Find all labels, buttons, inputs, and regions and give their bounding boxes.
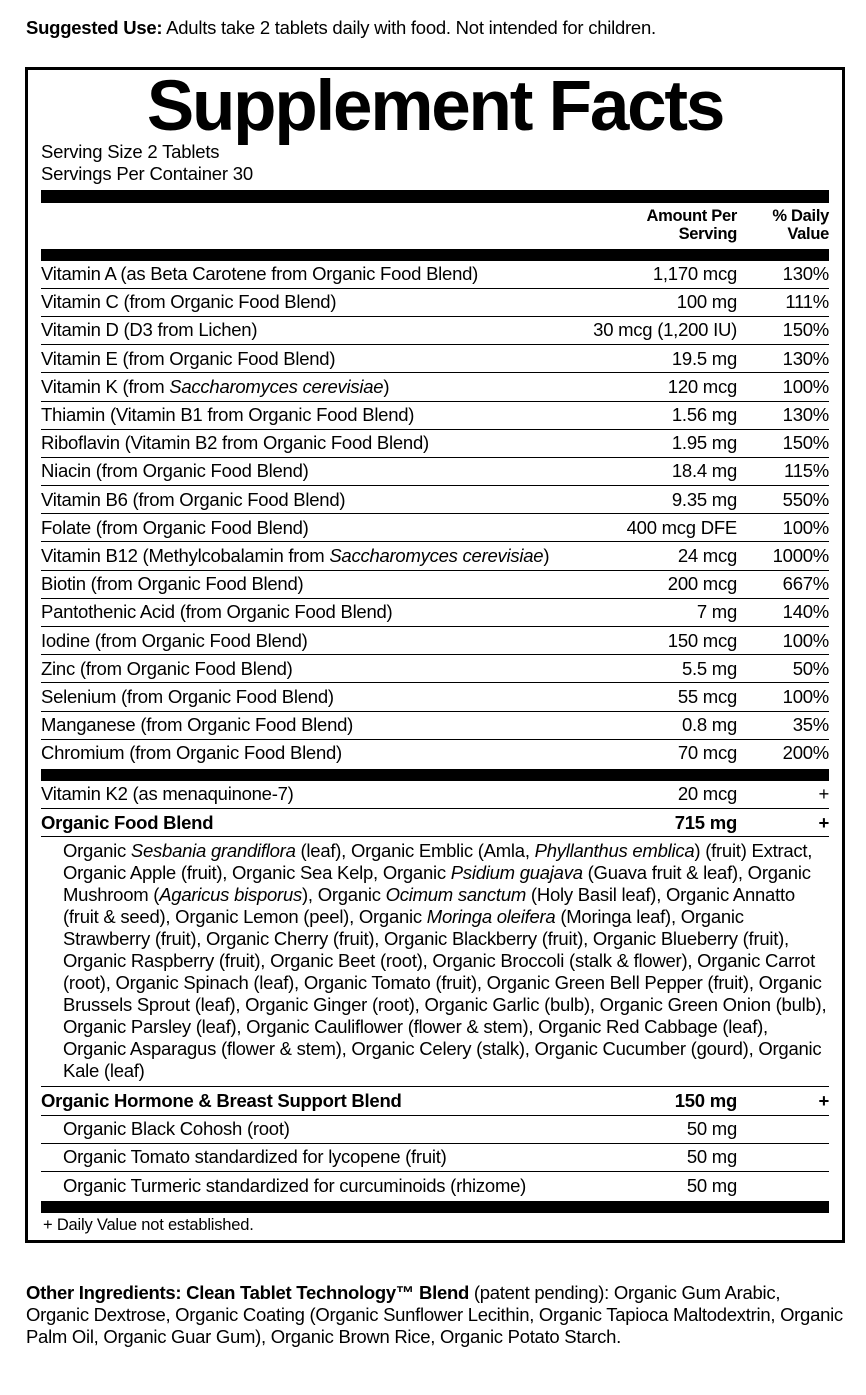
hormone-blend-table	[41, 1086, 829, 1199]
nutrient-name: Riboflavin (Vitamin B2 from Organic Food Blend)	[41, 429, 583, 457]
nutrient-name: Iodine (from Organic Food Blend)	[41, 627, 583, 655]
nutrient-amount: 715 mg	[599, 809, 737, 837]
nutrient-daily-value	[737, 1115, 829, 1143]
nutrient-name: Organic Black Cohosh (root)	[41, 1115, 658, 1143]
nutrient-daily-value	[737, 1172, 829, 1200]
nutrient-row	[41, 514, 829, 542]
nutrient-amount: 55 mcg	[583, 683, 737, 711]
thick-rule-before-footnote	[41, 1201, 829, 1213]
nutrient-amount: 5.5 mg	[583, 655, 737, 683]
servings-per-container: Servings Per Container 30	[41, 163, 253, 185]
nutrient-row	[41, 598, 829, 626]
organic-food-blend-ingredients: Organic Sesbania grandiflora (leaf), Organic Emblic (Amla, Phyllanthus emblica) (fruit) Extract, Organic Apple (fruit), Organic Sea Kelp, Organic Psidium guajava (Guava fruit & leaf), Organic Mushroom (Agaricus bisporus), Organic Ocimum sanctum (Holy Basil leaf), Organic Annatto (fruit & seed), Organic Lemon (peel), Organic Moringa oleifera (Moringa leaf), Organic Strawberry (fruit), Organic Cherry (fruit), Organic Blackberry (fruit), Organic Blueberry (fruit), Organic Raspberry (fruit), Organic Beet (root), Organic Broccoli (stalk & flower), Organic Carrot (root), Organic Spinach (leaf), Organic Tomato (fruit), Organic Green Bell Pepper (fruit), Organic Brussels Sprout (leaf), Organic Ginger (root), Organic Garlic (bulb), Organic Green Onion (bulb), Organic Parsley (leaf), Organic Cauliflower (flower & stem), Organic Red Cabbage (leaf), Organic Asparagus (flower & stem), Organic Celery (stalk), Organic Cucumber (gourd), Organic Kale (leaf)	[41, 836, 829, 1086]
nutrient-amount: 1.56 mg	[583, 401, 737, 429]
nutrient-daily-value: 130%	[737, 401, 829, 429]
nutrient-row	[41, 429, 829, 457]
nutrient-amount: 150 mcg	[583, 627, 737, 655]
nutrient-daily-value: 140%	[737, 598, 829, 626]
nutrient-row	[41, 457, 829, 485]
nutrition-table	[41, 203, 829, 249]
nutrient-name: Vitamin C (from Organic Food Blend)	[41, 288, 583, 316]
nutrient-daily-value: 1000%	[737, 542, 829, 570]
nutrient-amount: 150 mg	[658, 1087, 737, 1115]
nutrient-daily-value: 100%	[737, 627, 829, 655]
thick-rule-top	[41, 190, 829, 203]
nutrient-amount: 24 mcg	[583, 542, 737, 570]
hormone-blend-subitem-row	[41, 1115, 829, 1143]
table-header-row	[41, 203, 829, 249]
nutrient-row	[41, 739, 829, 767]
nutrient-amount: 7 mg	[583, 598, 737, 626]
nutrient-amount: 18.4 mg	[583, 457, 737, 485]
nutrient-row	[41, 711, 829, 739]
nutrient-daily-value: 100%	[737, 514, 829, 542]
nutrient-amount: 50 mg	[658, 1143, 737, 1171]
column-header-daily-value	[737, 203, 829, 249]
nutrient-row	[41, 655, 829, 683]
nutrient-amount: 9.35 mg	[583, 486, 737, 514]
nutrient-daily-value: 35%	[737, 711, 829, 739]
nutrient-row	[41, 570, 829, 598]
nutrient-name: Vitamin B6 (from Organic Food Blend)	[41, 486, 583, 514]
nutrient-name: Vitamin E (from Organic Food Blend)	[41, 345, 583, 373]
thick-rule-before-blends	[41, 769, 829, 781]
suggested-use-text: Adults take 2 tablets daily with food. Not intended for children.	[162, 17, 656, 38]
nutrient-daily-value: 150%	[737, 429, 829, 457]
nutrient-daily-value: 550%	[737, 486, 829, 514]
nutrient-name: Vitamin K (from Saccharomyces cerevisiae)	[41, 373, 583, 401]
nutrient-name: Biotin (from Organic Food Blend)	[41, 570, 583, 598]
nutrient-daily-value: 130%	[782, 263, 829, 285]
nutrient-row	[41, 316, 829, 344]
daily-value-footnote: + Daily Value not established.	[43, 1216, 254, 1235]
amount-header-line1: Amount Per	[646, 206, 737, 225]
nutrient-name: Vitamin K2 (as menaquinone-7)	[41, 783, 294, 805]
nutrient-row	[41, 542, 829, 570]
nutrient-name: Organic Turmeric standardized for curcuminoids (rhizome)	[41, 1172, 658, 1200]
nutrient-name: Chromium (from Organic Food Blend)	[41, 739, 583, 767]
nutrient-daily-value: 100%	[737, 683, 829, 711]
nutrient-name: Zinc (from Organic Food Blend)	[41, 655, 583, 683]
nutrient-name: Selenium (from Organic Food Blend)	[41, 683, 583, 711]
nutrient-amount: 19.5 mg	[583, 345, 737, 373]
nutrient-daily-value: 667%	[737, 570, 829, 598]
nutrient-row	[41, 345, 829, 373]
nutrient-row	[41, 627, 829, 655]
nutrient-amount: 50 mg	[658, 1172, 737, 1200]
nutrient-row	[41, 288, 829, 316]
nutrient-row	[41, 486, 829, 514]
nutrient-row	[41, 683, 829, 711]
nutrient-name: Pantothenic Acid (from Organic Food Blend)	[41, 598, 583, 626]
thick-rule-under-header	[41, 249, 829, 261]
blend-rows	[41, 781, 829, 836]
nutrient-amount: 120 mcg	[583, 373, 737, 401]
nutrient-daily-value: +	[737, 1087, 829, 1115]
nutrient-amount: 50 mg	[658, 1115, 737, 1143]
dv-header-line2: Value	[787, 224, 829, 243]
column-header-amount	[597, 203, 737, 249]
other-ingredients-text: (patent pending): Organic Gum Arabic, Organic Dextrose, Organic Coating (Organic Sunflower Lecithin, Organic Tapioca Maltodextrin, Organic Palm Oil, Organic Guar Gum), Organic Brown Rice, Organic Potato Starch.	[26, 1282, 843, 1347]
serving-size: Serving Size 2 Tablets	[41, 141, 220, 163]
food-blend-row	[41, 809, 829, 837]
nutrient-row	[41, 401, 829, 429]
nutrient-name: Manganese (from Organic Food Blend)	[41, 711, 583, 739]
supplement-facts-panel	[25, 67, 845, 1243]
nutrient-daily-value: 50%	[737, 655, 829, 683]
nutrient-name: Vitamin D (D3 from Lichen)	[41, 316, 583, 344]
blends-table	[41, 781, 829, 836]
nutrient-name: Folate (from Organic Food Blend)	[41, 514, 583, 542]
column-header-name	[41, 203, 597, 249]
nutrient-name: Thiamin (Vitamin B1 from Organic Food Blend)	[41, 401, 583, 429]
nutrient-amount: 20 mcg	[677, 783, 737, 805]
nutrients-table	[41, 261, 829, 767]
other-ingredients-label: Other Ingredients: Clean Tablet Technology™ Blend	[26, 1282, 469, 1303]
hormone-rows	[41, 1087, 829, 1199]
hormone-blend-subitem-row	[41, 1143, 829, 1171]
nutrient-rows	[41, 261, 829, 767]
hormone-blend-subitem-row	[41, 1172, 829, 1200]
nutrient-daily-value: 130%	[737, 345, 829, 373]
nutrient-amount: 0.8 mg	[583, 711, 737, 739]
other-ingredients-block	[26, 1282, 844, 1347]
nutrient-amount: 30 mcg (1,200 IU)	[583, 316, 737, 344]
nutrient-row	[41, 373, 829, 401]
nutrient-daily-value: +	[737, 809, 829, 837]
nutrient-row	[41, 261, 829, 289]
nutrient-name: Organic Food Blend	[41, 809, 599, 837]
nutrient-amount: 100 mg	[583, 288, 737, 316]
hormone-blend-row	[41, 1087, 829, 1115]
nutrient-daily-value: 111%	[737, 288, 829, 316]
nutrient-amount: 400 mcg DFE	[583, 514, 737, 542]
nutrient-daily-value: 115%	[737, 457, 829, 485]
suggested-use-label: Suggested Use:	[26, 17, 163, 38]
nutrient-name: Organic Tomato standardized for lycopene (fruit)	[41, 1143, 658, 1171]
supplement-facts-label	[0, 17, 866, 1395]
panel-title: Supplement Facts	[146, 67, 724, 146]
nutrient-daily-value: 200%	[737, 739, 829, 767]
suggested-use-line	[26, 17, 844, 38]
nutrient-daily-value	[737, 1143, 829, 1171]
amount-header-line2: Serving	[678, 224, 737, 243]
nutrient-daily-value: +	[818, 783, 829, 805]
nutrient-amount: 200 mcg	[583, 570, 737, 598]
nutrient-amount: 1,170 mcg	[652, 263, 737, 285]
nutrient-amount: 70 mcg	[583, 739, 737, 767]
nutrient-name: Vitamin B12 (Methylcobalamin from Saccharomyces cerevisiae)	[41, 542, 583, 570]
secondary-nutrient-row	[41, 781, 829, 809]
nutrient-name: Organic Hormone & Breast Support Blend	[41, 1087, 658, 1115]
nutrient-daily-value: 100%	[737, 373, 829, 401]
serving-info	[41, 141, 829, 185]
nutrient-name: Niacin (from Organic Food Blend)	[41, 457, 583, 485]
nutrient-name: Vitamin A (as Beta Carotene from Organic Food Blend)	[41, 263, 479, 285]
dv-header-line1: % Daily	[772, 206, 829, 225]
nutrient-daily-value: 150%	[737, 316, 829, 344]
nutrient-amount: 1.95 mg	[583, 429, 737, 457]
